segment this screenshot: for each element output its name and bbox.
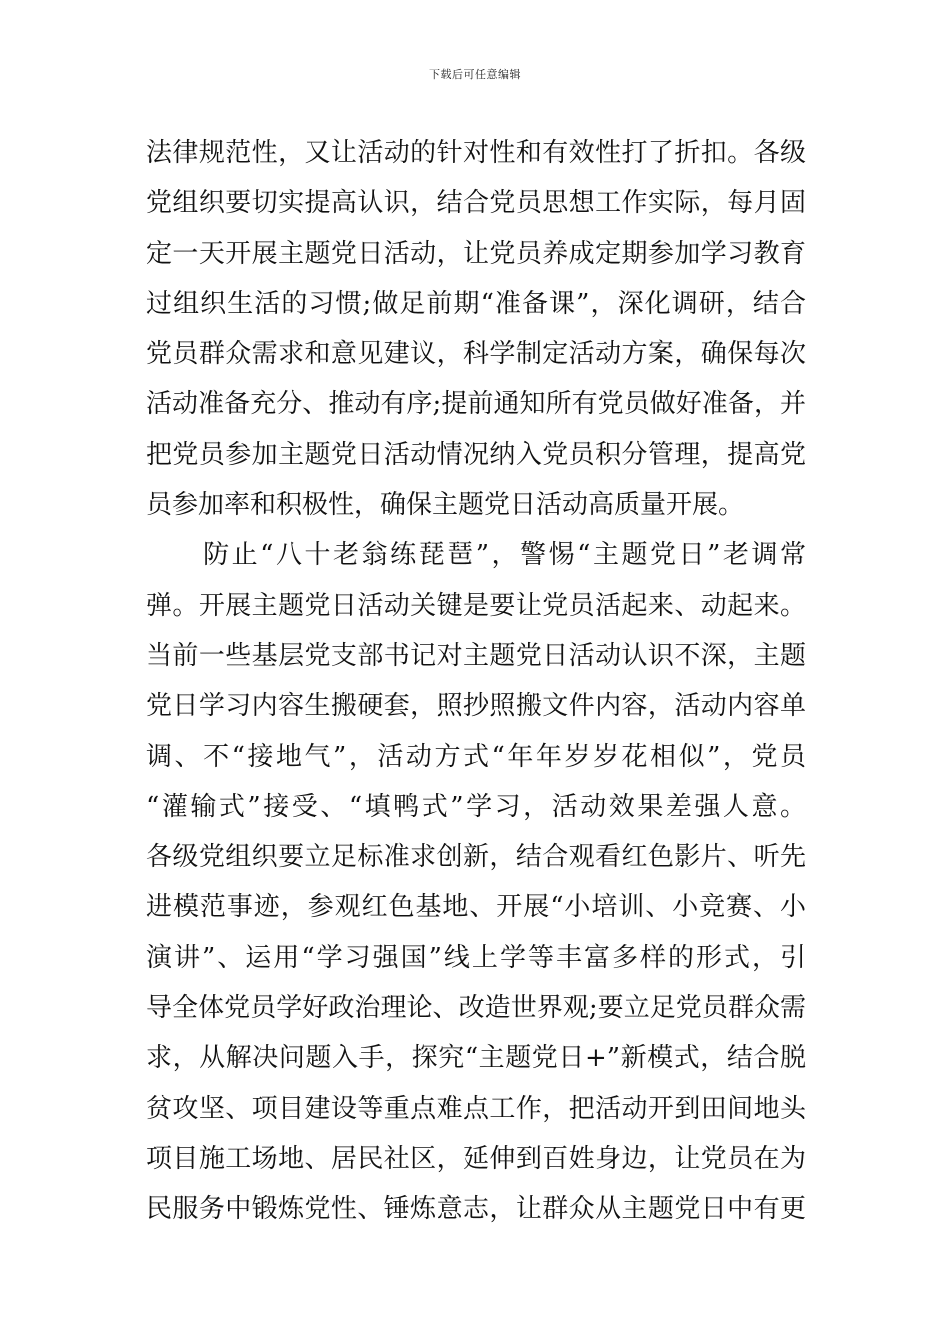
text-line: 演讲”、运用“学习强国”线上学等丰富多样的形式，引: [146, 942, 806, 973]
text-line: 法律规范性，又让活动的针对性和有效性打了折扣。各级: [146, 138, 806, 168]
text-line: 导全体党员学好政治理论、改造世界观;要立足党员群众需: [146, 993, 806, 1024]
text-line: 当前一些基层党支部书记对主题党日活动认识不深，主题: [146, 640, 806, 671]
text-line: “灌输式”接受、“填鸭式”学习，活动效果差强人意。: [146, 791, 806, 822]
text-line: 员参加率和积极性，确保主题党日活动高质量开展。: [146, 490, 745, 521]
text-line: 各级党组织要立足标准求创新，结合观看红色影片、听先: [146, 842, 806, 873]
text-line: 党组织要切实提高认识，结合党员思想工作实际，每月固: [146, 188, 806, 219]
text-line: 进模范事迹，参观红色基地、开展“小培训、小竞赛、小: [146, 892, 806, 923]
text-line: 调、不“接地气”，活动方式“年年岁岁花相似”，党员: [146, 741, 806, 772]
text-line: 求，从解决问题入手，探究“主题党日+”新模式，结合脱: [146, 1043, 806, 1074]
text-line: 民服务中锻炼党性、锤炼意志，让群众从主题党日中有更: [146, 1194, 806, 1225]
text-line: 贫攻坚、项目建设等重点难点工作，把活动开到田间地头: [146, 1093, 806, 1124]
text-line: 活动准备充分、推动有序;提前通知所有党员做好准备，并: [146, 389, 806, 420]
text-line: 防止“八十老翁练琵琶”，警惕“主题党日”老调常: [146, 540, 806, 571]
text-line: 弹。开展主题党日活动关键是要让党员活起来、动起来。: [146, 590, 806, 621]
text-line: 定一天开展主题党日活动，让党员养成定期参加学习教育: [146, 238, 806, 269]
paragraph-1: [146, 128, 806, 530]
document-body: [146, 128, 806, 1235]
text-line: 党员群众需求和意见建议，科学制定活动方案，确保每次: [146, 339, 806, 370]
page-header: 下载后可任意编辑: [429, 68, 521, 81]
text-line: 过组织生活的习惯;做足前期“准备课”，深化调研，结合: [146, 288, 806, 319]
text-line: 项目施工场地、居民社区，延伸到百姓身边，让党员在为: [146, 1143, 806, 1174]
text-line: 党日学习内容生搬硬套，照抄照搬文件内容，活动内容单: [146, 691, 806, 722]
paragraph-2: [146, 530, 806, 1234]
text-line: 把党员参加主题党日活动情况纳入党员积分管理，提高党: [146, 439, 806, 470]
